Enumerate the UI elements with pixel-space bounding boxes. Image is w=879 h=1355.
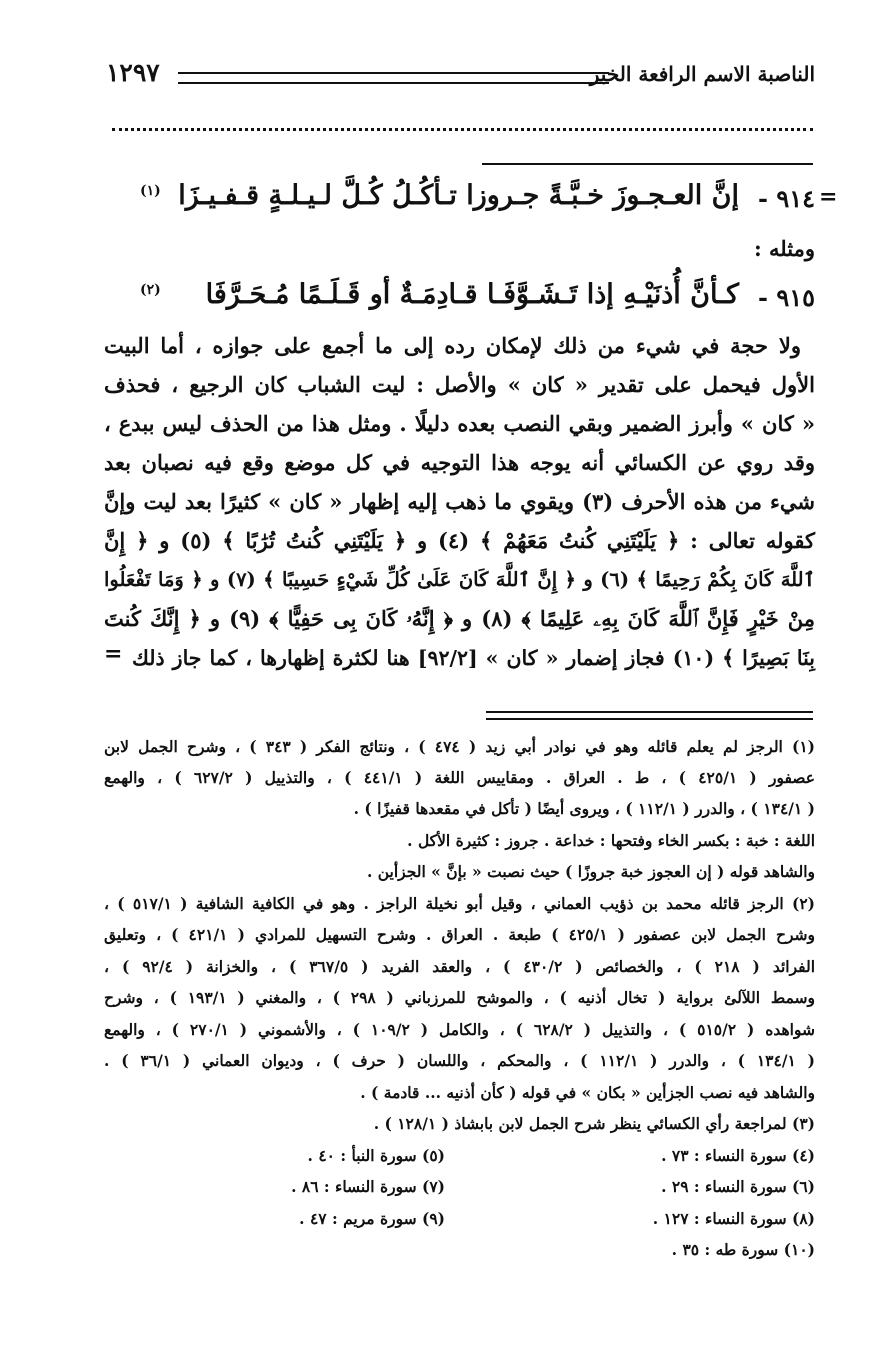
mithluhu-label: ومثله :	[753, 236, 815, 261]
ref-item: (٤) سورة النساء : ٧٣ .	[661, 1146, 815, 1165]
footnote-line: وسمط اللآلئ برواية ( تخال أذنيه ) ، والموشح للمرزباني ( ٢٩٨ ) ، والمغني ( ١٩٣/١ ) ، وشرح	[104, 988, 815, 1007]
footnote-line: ( ١٣٤/١ ) ، والدرر ( ١١٢/١ ) ، ويروى أيضًا ( تأكل في مقعدها قفيزًا ) .	[353, 799, 815, 818]
header-double-rule	[178, 72, 609, 84]
verse-number-914: ٩١٤ -	[758, 184, 815, 213]
footnote-line: عصفور ( ٤٢٥/١ ) ، ط . العراق . ومقاييس اللغة ( ٤٤١/١ ) ، والتذييل ( ٦٢٧/٢ ) ، والهمع	[104, 768, 815, 787]
footnote-separator	[486, 711, 813, 720]
body-line: ولا حجة في شيء من ذلك لإمكان رده إلى ما أجمع على جوازه ، أما البيت	[104, 333, 801, 358]
short-rule	[482, 163, 813, 165]
footnote-line: (٣) لمراجعة رأي الكسائي ينظر شرح الجمل لابن بابشاذ ( ١٢٨/١ ) .	[373, 1114, 815, 1133]
ref-item: (٧) سورة النساء : ٨٦ .	[291, 1177, 445, 1196]
ref-item: (٥) سورة النبأ : ٤٠ .	[307, 1146, 445, 1165]
verse-number-915: ٩١٥ -	[758, 283, 815, 312]
footnote-line: والشاهد فيه نصب الجزأين « بكان » في قوله ( كأن أذنيه ... قادمة ) .	[360, 1083, 815, 1102]
footnote-line: (٢) الرجز قائله محمد بن ذؤيب العماني ، وقيل أبو نخيلة الراجز . وهو في الكافية الشافية ( ٥١٧/١ ) ،	[104, 894, 815, 913]
body-line: وقد روي عن الكسائي أنه يوجه هذا التوجيه في كل موضع وقع فيه نصبان بعد	[104, 450, 815, 475]
footnote-line: وشرح الجمل لابن عصفور ( ٤٢٥/١ ) طبعة . العراق . وشرح التسهيل للمرادي ( ٤٢١/١ ) ، وتعليق	[104, 925, 815, 944]
verse-915-text: كـأنَّ أُذنَيْـهِ إذا تَـشَـوَّفَـا قـادِمَـةٌ أو قَـلَـمًا مُـحَـرَّفَا	[205, 279, 739, 310]
ref-item: (٨) سورة النساء : ١٢٧ .	[652, 1209, 815, 1228]
continuation-mark-top: =	[819, 184, 838, 210]
ref-item: (١٠) سورة طه : ٣٥ .	[671, 1240, 815, 1259]
ref-item: (٦) سورة النساء : ٢٩ .	[661, 1177, 815, 1196]
footnote-line: شواهده ( ٥١٥/٢ ) ، والتذييل ( ٦٢٨/٢ ) ، والكامل ( ١٠٩/٢ ) ، والأشموني ( ٢٧٠/١ ) ، والهمع	[104, 1020, 815, 1039]
footnote-line: الفرائد ( ٢١٨ ) ، والخصائص ( ٤٣٠/٢ ) ، والعقد الفريد ( ٣٦٧/٥ ) ، والخزانة ( ٩٢/٤ ) ،	[104, 957, 816, 976]
body-line: « كان » وأبرز الضمير وبقي النصب بعده دليلًا . ومثل هذا من الحذف ليس ببدع ،	[104, 411, 815, 436]
body-line: الأول فيحمل على تقدير « كان » والأصل : ليت الشباب كان الرجيع ، فحذف	[104, 372, 815, 397]
footnote-line: ( ١٣٤/١ ) ، والدرر ( ١١٢/١ ) ، والمحكم ، واللسان ( حرف ) ، وديوان العماني ( ٣٦/١ ) .	[104, 1051, 815, 1070]
body-line: ٱللَّهَ كَانَ بِكُمْ رَحِيمًا ﴾ (٦) و ﴿ إِنَّ ٱللَّهَ كَانَ عَلَىٰ كُلِّ شَيْءٍ حَسِيبًا ﴾ (٧) و ﴿ وَمَا تَفْعَلُوا	[104, 568, 815, 591]
body-line: بِنَا بَصِيرًا ﴾ (١٠) فجاز إضمار « كان » [٩٢/٢] هنا لكثرة إظهارها ، كما جاز ذلك	[132, 646, 815, 670]
body-line: كقوله تعالى : ﴿ يَلَيْتَنِي كُنتُ مَعَهُمْ ﴾ (٤) و ﴿ يَلَيْتَنِي كُنتُ تُرَٰبًا ﴾ (٥) و ﴿ إِنَّ	[104, 528, 815, 553]
continuation-mark-bottom: =	[104, 641, 123, 667]
footnote-line: (١) الرجز لم يعلم قائله وهو في نوادر أبي زيد ( ٤٧٤ ) ، ونتائج الفكر ( ٣٤٣ ) ، وشرح الجمل لابن	[104, 737, 815, 756]
running-header-title: الناصبة الاسم الرافعة الخبر	[589, 62, 815, 86]
dotted-separator	[112, 128, 813, 131]
verse-914	[178, 180, 739, 211]
verse-914-text: إنَّ العـجـوزَ خـبَّـةً جـروزا تـأكُـلُ كُـلَّ لـيـلـةٍ قـفـيـزَا	[178, 180, 739, 211]
verse-915-footnote-ref: (٢)	[140, 282, 161, 298]
page-number: ١٢٩٧	[106, 58, 160, 87]
ref-item: (٩) سورة مريم : ٤٧ .	[299, 1209, 445, 1228]
footnote-line: والشاهد قوله ( إن العجوز خبة جروزًا ) حيث نصبت « بإنَّ » الجزأين .	[366, 862, 815, 881]
body-line: مِنْ خَيْرٍ فَإِنَّ ٱللَّهَ كَانَ بِهِۦ عَلِيمًا ﴾ (٨) و ﴿ إِنَّهُۥ كَانَ بِى حَفِيًّا ﴾ (٩) و ﴿ إِنَّكَ كُنتَ	[104, 606, 815, 631]
footnote-line: اللغة : خبة : بكسر الخاء وفتحها : خداعة . جروز : كثيرة الأكل .	[407, 831, 815, 850]
body-line: شيء من هذه الأحرف (٣) ويقوي ما ذهب إليه إظهار « كان » كثيرًا بعد ليت وإنَّ	[104, 489, 815, 514]
verse-915	[206, 279, 739, 310]
verse-914-footnote-ref: (١)	[140, 183, 161, 199]
